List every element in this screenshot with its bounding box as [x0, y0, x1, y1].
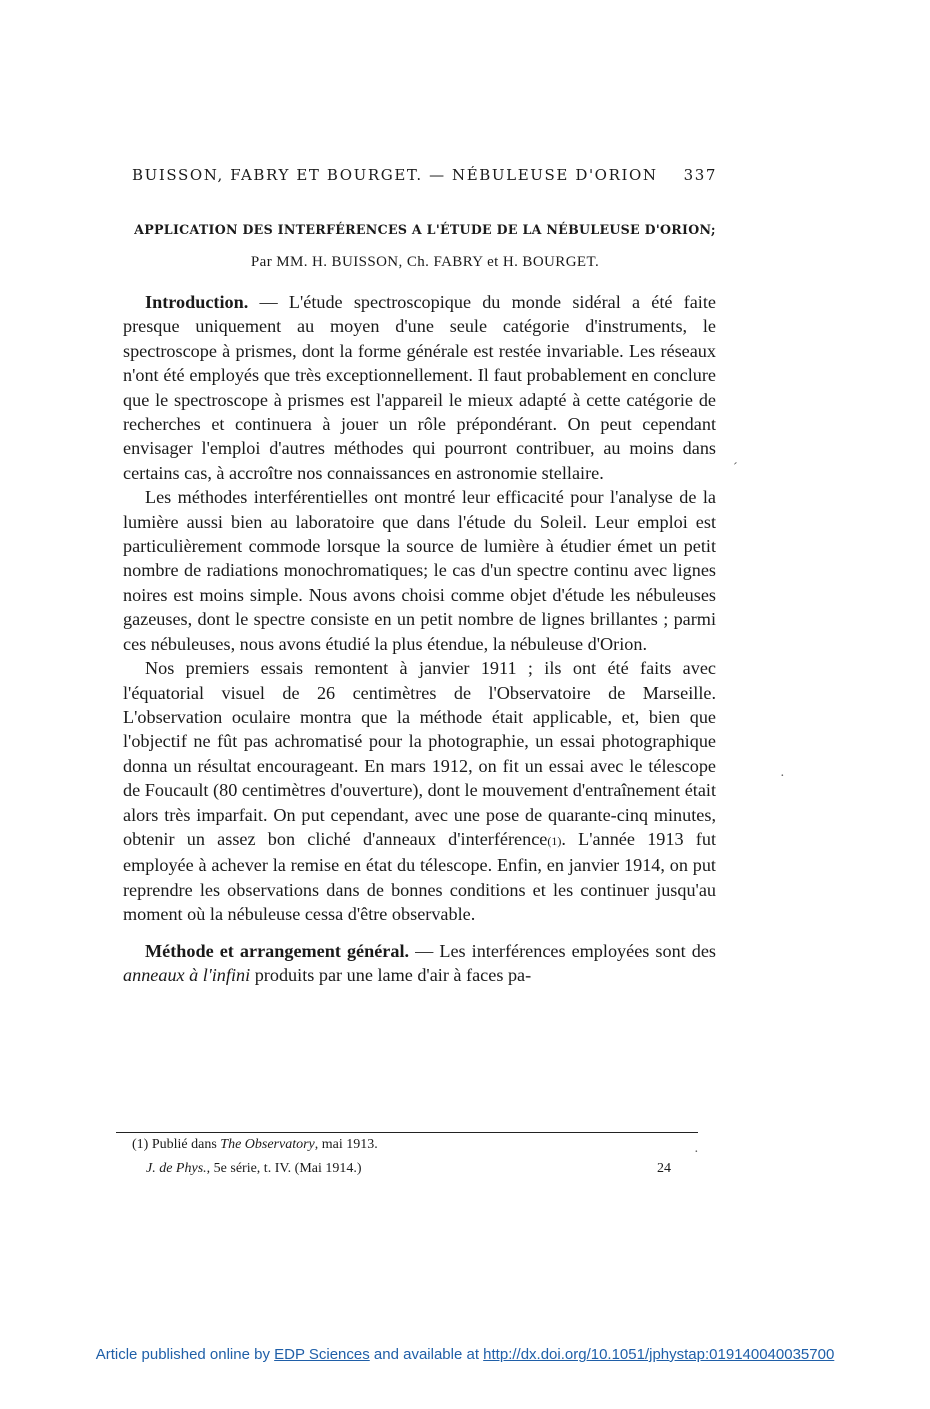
edp-text-b: and available at [369, 1346, 484, 1363]
footnote [132, 1137, 692, 1153]
running-title: BUISSON, FABRY ET BOURGET. — NÉBULEUSE D'ORION [132, 166, 658, 184]
margin-speck: · [694, 1145, 699, 1160]
footnote-rule [116, 1132, 698, 1133]
methode-heading: Méthode et arrangement général. [145, 940, 410, 961]
running-head [132, 166, 717, 184]
edp-sciences-link[interactable]: EDP Sciences [274, 1346, 370, 1363]
article-body [123, 290, 716, 987]
footnote-marker: (1) [132, 1137, 149, 1152]
journal-signature-line [146, 1161, 671, 1177]
introduction-heading: Introduction. [145, 292, 249, 312]
doi-link[interactable]: http://dx.doi.org/10.1051/jphystap:019140040035700 [483, 1346, 835, 1363]
footnote-journal: The Observatory [220, 1137, 315, 1152]
footnote-text-a: Publié dans [148, 1137, 221, 1152]
edp-text-a: Article published online by [95, 1346, 275, 1363]
article-byline: Par MM. H. BUISSON, Ch. FABRY et H. BOURGET. [250, 254, 600, 270]
paragraph-introduction [123, 290, 716, 485]
paragraph-2: Les méthodes interférentielles ont montré leur efficacité pour l'analyse de la lumière aussi bien au laboratoire que dans l'étude du Soleil. Leur emploi est particulièrement commode lorsque la source de lumière à étudier émet un petit nombre de radiations monochromatiques; le cas d'un spectre continu avec lignes noires est moins simple. Nous avons choisi comme objet d'étude les nébuleuses gazeuses, dont le spectre consiste en un petit nombre de lignes brillantes ; parmi ces nébuleuses, nous avons étudié la plus étendue, la nébuleuse d'Orion. [123, 487, 716, 654]
introduction-text: — L'étude spectroscopique du monde sidéral a été faite presque uniquement au moyen d'une seule catégorie d'instruments, le spectroscope à prismes, dont la forme générale est restée invariable. Les réseaux n'ont été employés que très exceptionnellement. Il faut probablement en conclure que le spectroscope à prismes est l'appareil le mieux adapté à cette catégorie de recherches et continuera à jouer un rôle prépondérant. On peut cependant envisager l'emploi d'autres méthodes qui pourront contribuer, au moins dans certains cas, à accroître nos connaissances en astronomie stellaire. [123, 292, 716, 483]
journal-abbrev: J. de Phys. [146, 1161, 207, 1176]
methode-text-a: — Les interférences employées sont des [409, 940, 716, 961]
methode-text-b: produits par une lame d'air à faces pa- [250, 964, 532, 985]
methode-italic: anneaux à l'infini [123, 964, 251, 985]
footnote-text-b: , mai 1913. [314, 1137, 378, 1152]
page-number: 337 [683, 166, 717, 184]
paragraph-3-tail: . L'année 1913 fut employée à achever la remise en état du télescope. Enfin, en janvier 1914, on put reprendre les observations dans de bonnes conditions et les continuer jusqu'au moment où la nébuleuse cessa d'être observable. [123, 828, 717, 925]
margin-speck: · [780, 769, 785, 784]
edp-availability-bar [0, 1346, 930, 1363]
paragraph-methode [123, 939, 716, 988]
journal-series: , 5e série, t. IV. (Mai 1914.) [206, 1161, 362, 1176]
paragraph-3 [123, 656, 716, 926]
margin-speck: ´ [733, 461, 738, 476]
footnote-reference: (1) [547, 833, 562, 848]
sheet-number: 24 [657, 1161, 671, 1176]
article-title: APPLICATION DES INTERFÉRENCES A L'ÉTUDE DE LA NÉBULEUSE D'ORION; [134, 222, 716, 237]
paragraph-3-text: Nos premiers essais remontent à janvier 1911 ; ils ont été faits avec l'équatorial visuel de 26 centimètres de l'Observatoire de Marseille. L'observation oculaire montra que la méthode était applicable, et, bien que l'objectif ne fût pas achromatisé pour la photographie, un essai photographique donna un résultat encourageant. En mars 1912, on fit un essai avec le télescope de Foucault (80 centimètres d'ouverture), dont le mouvement d'entraînement était alors très imparfait. On put cependant, avec une pose de quarante-cinq minutes, obtenir un assez bon cliché d'anneaux d'interférence [123, 658, 716, 849]
